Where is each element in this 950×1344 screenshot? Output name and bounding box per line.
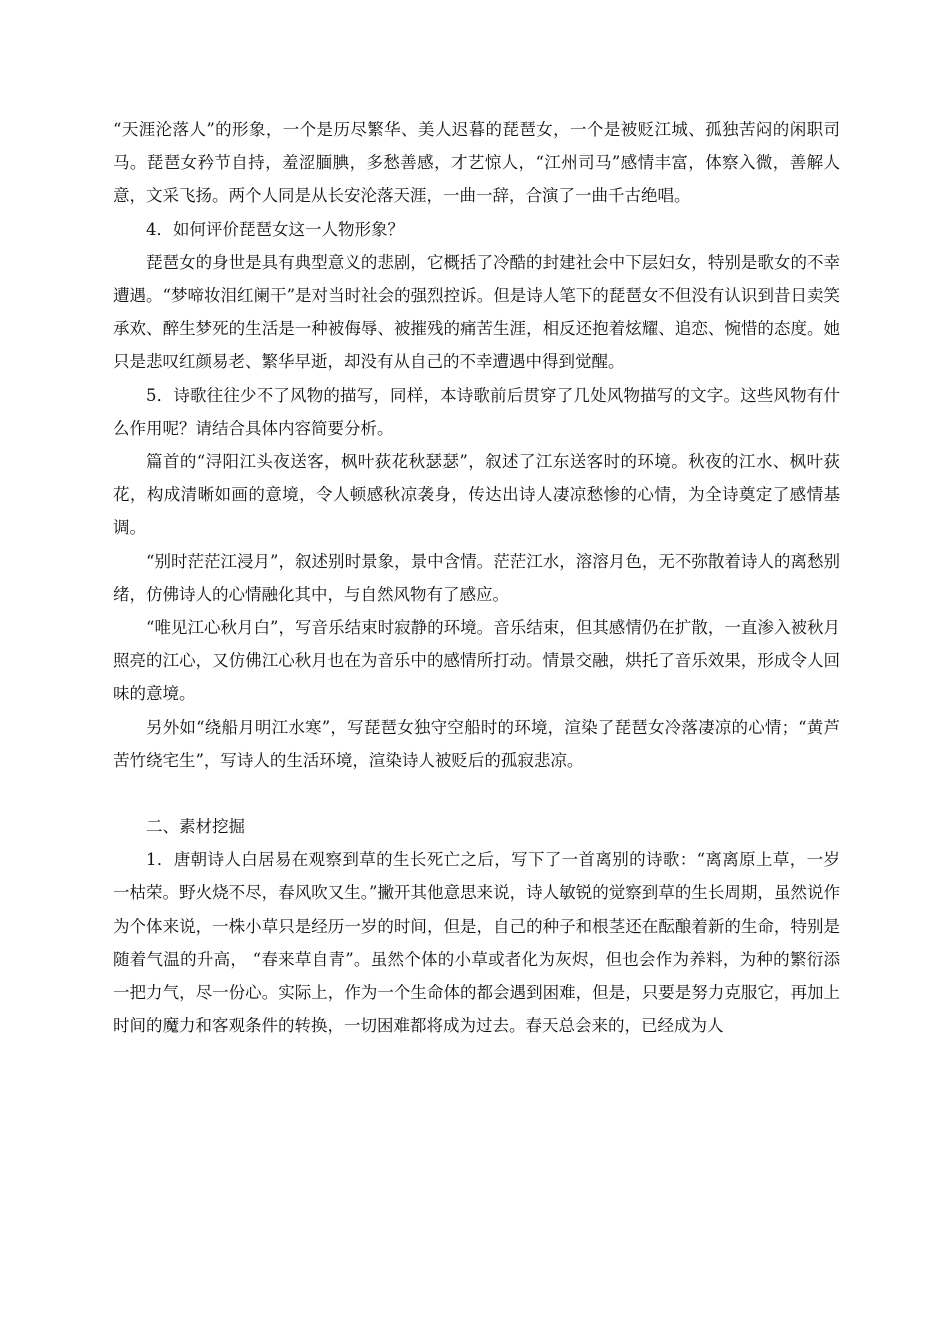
paragraph: “天涯沦落人”的形象，一个是历尽繁华、美人迟暮的琵琶女，一个是被贬江城、孤独苦闷的闲职司马。琵琶女矜节自持，羞涩腼腆，多愁善感，才艺惊人，“江州司马”感情丰富，体察入微，善解人意，文采飞扬。两个人同是从长安沦落天涯，一曲一辞，合演了一曲千古绝唱。 (113, 120, 840, 206)
section-heading: 二、素材挖掘 (146, 817, 245, 837)
question-4: 4．如何评价琵琶女这一人物形象？ (146, 219, 404, 239)
paragraph: “唯见江心秋月白”，写音乐结束时寂静的环境。音乐结束，但其感情仍在扩散，一直渗入被秋月照亮的江心，又仿佛江心秋月也在为音乐中的感情所打动。情景交融，烘托了音乐效果，形成令人回味的意境。 (113, 618, 840, 704)
paragraph: 琵琶女的身世是具有典型意义的悲剧，它概括了冷酷的封建社会中下层妇女，特别是歌女的不幸遭遇。“梦啼妆泪红阑干”是对当时社会的强烈控诉。但是诗人笔下的琵琶女不但没有认识到昔日卖笑承欢、醉生梦死的生活是一种被侮辱、被摧残的痛苦生涯，相反还抱着炫耀、追恋、惋惜的态度。她只是悲叹红颜易老、繁华早逝，却没有从自己的不幸遭遇中得到觉醒。 (113, 252, 840, 372)
paragraph: 1．唐朝诗人白居易在观察到草的生长死亡之后，写下了一首离别的诗歌：“离离原上草，一岁一枯荣。野火烧不尽，春风吹又生。”撇开其他意思来说，诗人敏锐的觉察到草的生长周期，虽然说作为个体来说，一株小草只是经历一岁的时间，但是，自己的种子和根茎还在酝酿着新的生命，特别是随着气温的升高， “春来草自青”。虽然个体的小草或者化为灰烬，但也会作为养料，为种的繁衍添一把力气，尽一份心。实际上，作为一个生命体的都会遇到困难，但是，只要是努力克服它，再加上时间的魔力和客观条件的转换，一切困难都将成为过去。春天总会来的，已经成为人 (113, 850, 840, 1036)
question-5: 5．诗歌往往少不了风物的描写，同样，本诗歌前后贯穿了几处风物描写的文字。这些风物有什么作用呢？请结合具体内容简要分析。 (113, 385, 840, 438)
paragraph: 篇首的“浔阳江头夜送客，枫叶荻花秋瑟瑟”，叙述了江东送客时的环境。秋夜的江水、枫叶荻花，构成清晰如画的意境，令人顿感秋凉袭身，传达出诗人凄凉愁惨的心情，为全诗奠定了感情基调。 (113, 452, 840, 538)
blank-line (113, 777, 840, 810)
paragraph: “别时茫茫江浸月”，叙述别时景象，景中含情。茫茫江水，溶溶月色，无不弥散着诗人的离愁别绪，仿佛诗人的心情融化其中，与自然风物有了感应。 (113, 551, 840, 604)
paragraph: 另外如“绕船月明江水寒”，写琵琶女独守空船时的环境，渲染了琵琶女冷落凄凉的心情；“黄芦苦竹绕宅生”，写诗人的生活环境，渲染诗人被贬后的孤寂悲凉。 (113, 717, 840, 770)
